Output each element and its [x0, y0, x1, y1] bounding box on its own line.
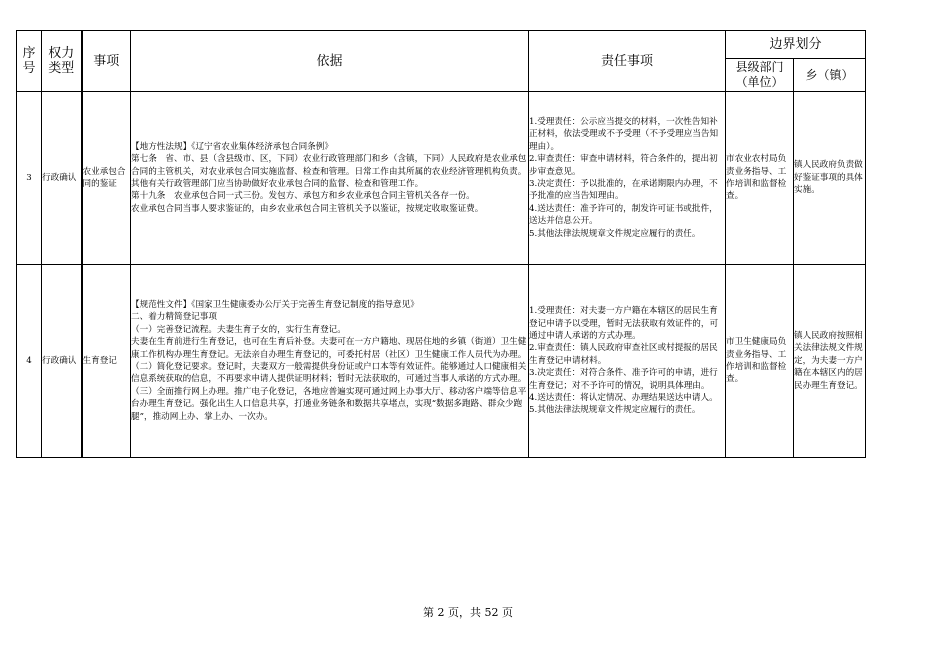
- responsibility-list-table: [16, 30, 866, 458]
- responsibility-text: [529, 265, 726, 458]
- responsibility-line: 5.其他法律法规规章文件规定应履行的责任。: [529, 228, 701, 239]
- responsibility-text: [529, 92, 726, 265]
- responsibility-line: 2.审查责任：镇人民政府审查社区或村提报的居民生育登记申请材料。: [529, 343, 718, 366]
- county-dept-text: 市卫生健康局负责业务指导、工作培训和监督检查。: [726, 265, 794, 458]
- basis-text: [131, 265, 529, 458]
- power-type: 行政确认: [42, 265, 82, 458]
- basis-line: 其他有关行政管理部门应当协助做好农业承包合同的监督、检查和管理工作。: [131, 179, 424, 189]
- responsibility-line: 4.送达责任：准予许可的，制发许可证书或批件，送达并信息公开。: [529, 203, 718, 227]
- table-row: [17, 265, 866, 458]
- basis-line: 第七条 省、市、县（含县级市、区，下同）农业行政管理部门和乡（含镇，下同）人民政府是农业承包合同的主管机关，对农业承包合同实施监督、检查和管理。日常工作由其所属的农业经济管理机构负责。: [131, 154, 527, 177]
- responsibility-line: 3.决定责任：对符合条件、准予许可的申请，进行生育登记；对不予许可的情况，说明具体理由。: [529, 368, 718, 391]
- page-footer: 第 2 页，共 52 页: [423, 606, 513, 619]
- township-text: 镇人民政府负责做好鉴证事项的具体实施。: [794, 92, 866, 265]
- basis-line: （三）全面推行网上办理。推广电子化登记，各地应普遍实现可通过网上办事大厅、移动客户端等信息平台办理生育登记。强化出生人口信息共享，打通业务链条和数据共享堵点，实现“数据多跑路、群众少跑腿”，推动网上办、掌上办、一次办。: [131, 386, 527, 422]
- header-township: 乡（镇）: [794, 59, 866, 92]
- row-number: 4: [17, 265, 42, 458]
- responsibility-line: 1.受理责任：对夫妻一方户籍在本辖区的居民生育登记申请予以受理，暂时无法获取有效证件的，可通过申请人承诺的方式办理。: [529, 306, 719, 341]
- power-type: 行政确认: [42, 92, 82, 265]
- row-number: 3: [17, 92, 42, 265]
- header-power-type: 权力类型: [42, 31, 82, 92]
- item-name: 生育登记: [82, 265, 131, 458]
- responsibility-line: 2.审查责任：审查申请材料，符合条件的，提出初步审查意见。: [529, 154, 718, 177]
- table-row: [17, 92, 866, 265]
- basis-line: 【地方性法规】《辽宁省农业集体经济承包合同条例》: [131, 141, 333, 152]
- responsibility-line: 4.送达责任：将认定情况、办理结果送达申请人。: [529, 393, 718, 404]
- basis-line: （二）简化登记要求。登记时，夫妻双方一般需提供身份证或户口本等有效证件。能够通过人口健康相关信息系统获取的信息，不再要求申请人提供证明材料；暂时无法获取的，可通过当事人承诺的方式办理。: [131, 362, 527, 385]
- header-seq: 序号: [17, 31, 42, 92]
- basis-line: 【规范性文件】《国家卫生健康委办公厅关于完善生育登记制度的指导意见》: [131, 299, 419, 310]
- header-boundary: 边界划分: [726, 31, 866, 59]
- responsibility-line: 5.其他法律法规规章文件规定应履行的责任。: [529, 405, 701, 416]
- basis-line: 农业承包合同当事人要求鉴证的，由乡农业承包合同主管机关予以鉴证，按规定收取鉴证费。: [131, 203, 484, 214]
- responsibility-line: 1.受理责任：公示应当提交的材料，一次性告知补正材料，依法受理或不予受理（不予受理应当告知理由）。: [529, 116, 719, 152]
- county-dept-text: 市农业农村局负责业务指导、工作培训和监督检查。: [726, 92, 794, 265]
- basis-line: 二、着力精简登记事项: [131, 312, 217, 323]
- basis-line: 第十九条 农业承包合同一式三份。发包方、承包方和乡农业承包合同主管机关各存一份。: [131, 191, 475, 202]
- township-text: 镇人民政府按照相关法律法规文件规定，为夫妻一方户籍在本辖区内的居民办理生育登记。: [794, 265, 866, 458]
- header-item: 事项: [82, 31, 131, 92]
- item-name: 农业承包合同的鉴证: [82, 92, 131, 265]
- basis-line: 夫妻在生育前进行生育登记，也可在生育后补登。夫妻可在一方户籍地、现居住地的乡镇（街道）卫生健康工作机构办理生育登记。无法亲自办理生育登记的，可委托村居（社区）卫生健康工作人员代为办理。: [131, 337, 527, 360]
- responsibility-line: 3.决定责任：予以批准的，在承诺期限内办理，不予批准的应当告知理由。: [529, 179, 718, 202]
- basis-line: （一）完善登记流程。夫妻生育子女的，实行生育登记。: [131, 324, 346, 335]
- header-responsibility: 责任事项: [529, 31, 726, 92]
- basis-text: [131, 92, 529, 265]
- header-county-dept: 县级部门（单位）: [726, 59, 794, 92]
- header-basis: 依据: [131, 31, 529, 92]
